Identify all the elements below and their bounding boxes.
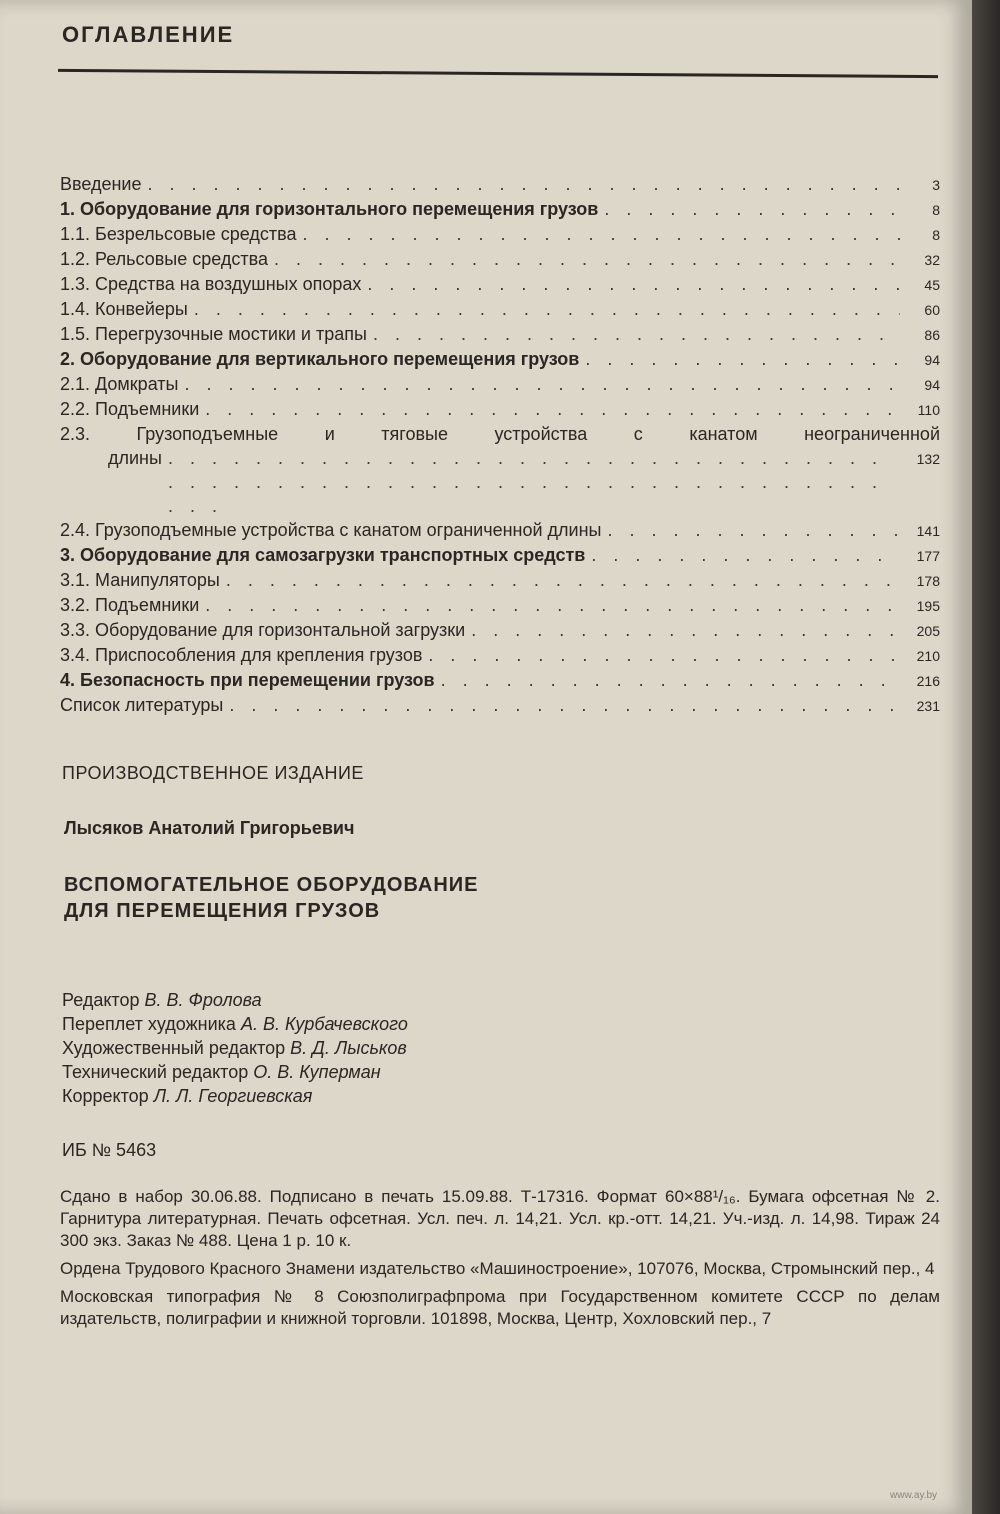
credit-role: Редактор — [62, 990, 140, 1010]
toc-leader-dots — [608, 518, 901, 542]
publisher-info: Ордена Трудового Красного Знамени издательство «Машиностроение», 107076, Москва, Стромынский пер., 4 — [60, 1259, 935, 1278]
toc-entry-text: 1. Оборудование для горизонтального перемещения грузов — [60, 199, 599, 219]
toc-entry-text: 1.1. Безрельсовые средства — [60, 224, 297, 244]
credit-line — [62, 988, 408, 1012]
credit-role: Переплет художника — [62, 1014, 236, 1034]
toc-page-number: 94 — [924, 377, 940, 393]
author-name: Лысяков Анатолий Григорьевич — [64, 818, 355, 838]
toc-page-number: 94 — [924, 352, 940, 368]
toc-entry — [60, 422, 940, 518]
toc-entry — [60, 397, 940, 422]
toc-entry-text: 2.4. Грузоподъемные устройства с канатом ограниченной длины — [60, 520, 602, 540]
header-rule — [58, 69, 938, 78]
toc-leader-dots — [373, 322, 900, 346]
toc-entry — [60, 222, 940, 247]
credit-role: Корректор — [62, 1086, 149, 1106]
credit-role: Художественный редактор — [62, 1038, 286, 1058]
toc-leader-dots — [185, 372, 901, 396]
toc-entry-text: 1.4. Конвейеры — [60, 299, 188, 319]
credit-name: Л. Л. Георгиевская — [153, 1086, 313, 1106]
ib-number: ИБ № 5463 — [62, 1140, 157, 1160]
toc-leader-dots — [274, 247, 900, 271]
toc-page-number: 45 — [924, 277, 940, 293]
credit-line — [62, 1012, 408, 1036]
credits-list — [62, 988, 408, 1108]
toc-entry — [60, 668, 940, 693]
toc-page-number: 86 — [924, 327, 940, 343]
imprint-block — [60, 1186, 940, 1336]
table-of-contents — [60, 172, 940, 718]
credit-line — [62, 1060, 408, 1084]
toc-entry-text: 2.2. Подъемники — [60, 399, 200, 419]
toc-entry — [60, 297, 940, 322]
toc-entry — [60, 172, 940, 197]
credit-line — [62, 1036, 408, 1060]
print-info: Сдано в набор 30.06.88. Подписано в печать 15.09.88. Т-17316. Формат 60×88¹/₁₆. Бумага офсетная № 2. Гарнитура литературная. Печать офсетная. Усл. печ. л. 14,21. Усл. кр.-отт. 14,21. Уч.-изд. л. 14,98. Тираж 24 300 экз. Заказ № 488. Цена 1 р. 10 к. — [60, 1187, 940, 1250]
toc-entry — [60, 322, 940, 347]
toc-entry-text: 3. Оборудование для самозагрузки транспортных средств — [60, 545, 586, 565]
toc-entry — [60, 372, 940, 397]
toc-leader-dots — [148, 172, 900, 196]
credit-role: Технический редактор — [62, 1062, 249, 1082]
toc-leader-dots — [168, 446, 900, 518]
toc-page-number: 231 — [916, 698, 940, 714]
toc-entry — [60, 693, 940, 718]
toc-page-number: 178 — [916, 573, 940, 589]
toc-page-number: 60 — [924, 302, 940, 318]
toc-entry-text: 3.2. Подъемники — [60, 595, 200, 615]
toc-page-number: 8 — [932, 227, 940, 243]
toc-page-number: 141 — [916, 523, 940, 539]
toc-leader-dots — [229, 693, 900, 717]
toc-page-number: 32 — [924, 252, 940, 268]
toc-leader-dots — [367, 272, 900, 296]
credit-name: А. В. Курбачевского — [240, 1014, 408, 1034]
toc-entry-text: 3.4. Приспособления для крепления грузов — [60, 645, 423, 665]
toc-entry-text: 1.5. Перегрузочные мостики и трапы — [60, 324, 367, 344]
toc-page-number: 210 — [916, 648, 940, 664]
book-title-line-2: ДЛЯ ПЕРЕМЕЩЕНИЯ ГРУЗОВ — [64, 900, 381, 922]
toc-leader-dots — [471, 618, 900, 642]
toc-entry-continuation: длины — [108, 448, 162, 468]
toc-leader-dots — [302, 222, 900, 246]
toc-entry — [60, 518, 940, 543]
toc-page-number: 205 — [916, 623, 940, 639]
toc-entry — [60, 347, 940, 372]
toc-entry-text: Введение — [60, 174, 142, 194]
toc-entry — [60, 593, 940, 618]
toc-page-number: 216 — [916, 673, 940, 689]
toc-entry — [60, 197, 940, 222]
toc-entry-text: 1.3. Средства на воздушных опорах — [60, 274, 362, 294]
credit-name: В. В. Фролова — [144, 990, 262, 1010]
toc-entry-text: 2. Оборудование для вертикального перемещения грузов — [60, 349, 580, 369]
page-header: ОГЛАВЛЕНИЕ — [62, 22, 235, 47]
toc-leader-dots — [428, 643, 900, 667]
toc-entry — [60, 247, 940, 272]
toc-entry — [60, 543, 940, 568]
toc-leader-dots — [441, 668, 900, 692]
toc-page-number: 177 — [916, 548, 940, 564]
toc-entry-text: 2.3. Грузоподъемные и тяговые устройства с канатом неограниченной — [60, 424, 940, 444]
toc-entry-text: 3.1. Манипуляторы — [60, 570, 220, 590]
toc-entry-text: 3.3. Оборудование для горизонтальной загрузки — [60, 620, 466, 640]
book-title-line-1: ВСПОМОГАТЕЛЬНОЕ ОБОРУДОВАНИЕ — [64, 874, 479, 896]
book-spine-edge — [972, 0, 1000, 1514]
toc-page-number: 195 — [916, 598, 940, 614]
credit-line — [62, 1084, 408, 1108]
toc-leader-dots — [205, 397, 900, 421]
credit-name: О. В. Куперман — [253, 1062, 381, 1082]
watermark: www.ay.by — [890, 1490, 938, 1501]
toc-page-number: 3 — [932, 177, 940, 193]
toc-leader-dots — [604, 197, 900, 221]
toc-entry — [60, 568, 940, 593]
toc-page-number: 110 — [917, 402, 940, 418]
toc-entry — [60, 643, 940, 668]
toc-entry-text: 2.1. Домкраты — [60, 374, 179, 394]
toc-entry-text: 4. Безопасность при перемещении грузов — [60, 670, 435, 690]
book-title — [64, 872, 479, 924]
toc-leader-dots — [585, 347, 900, 371]
toc-page-number: 132 — [916, 451, 940, 467]
publication-type: ПРОИЗВОДСТВЕННОЕ ИЗДАНИЕ — [62, 763, 364, 783]
toc-leader-dots — [194, 297, 900, 321]
toc-leader-dots — [591, 543, 900, 567]
credit-name: В. Д. Лыськов — [290, 1038, 407, 1058]
toc-entry — [60, 618, 940, 643]
toc-leader-dots — [205, 593, 900, 617]
toc-page-number: 8 — [932, 202, 940, 218]
printer-info: Московская типография № 8 Союзполиграфпрома при Государственном комитете СССР по делам издательств, полиграфии и книжной торговли. 101898, Москва, Центр, Хохловский пер., 7 — [60, 1287, 940, 1328]
toc-entry-text: 1.2. Рельсовые средства — [60, 249, 269, 269]
toc-entry-text: Список литературы — [60, 695, 224, 715]
toc-leader-dots — [226, 568, 900, 592]
toc-entry — [60, 272, 940, 297]
